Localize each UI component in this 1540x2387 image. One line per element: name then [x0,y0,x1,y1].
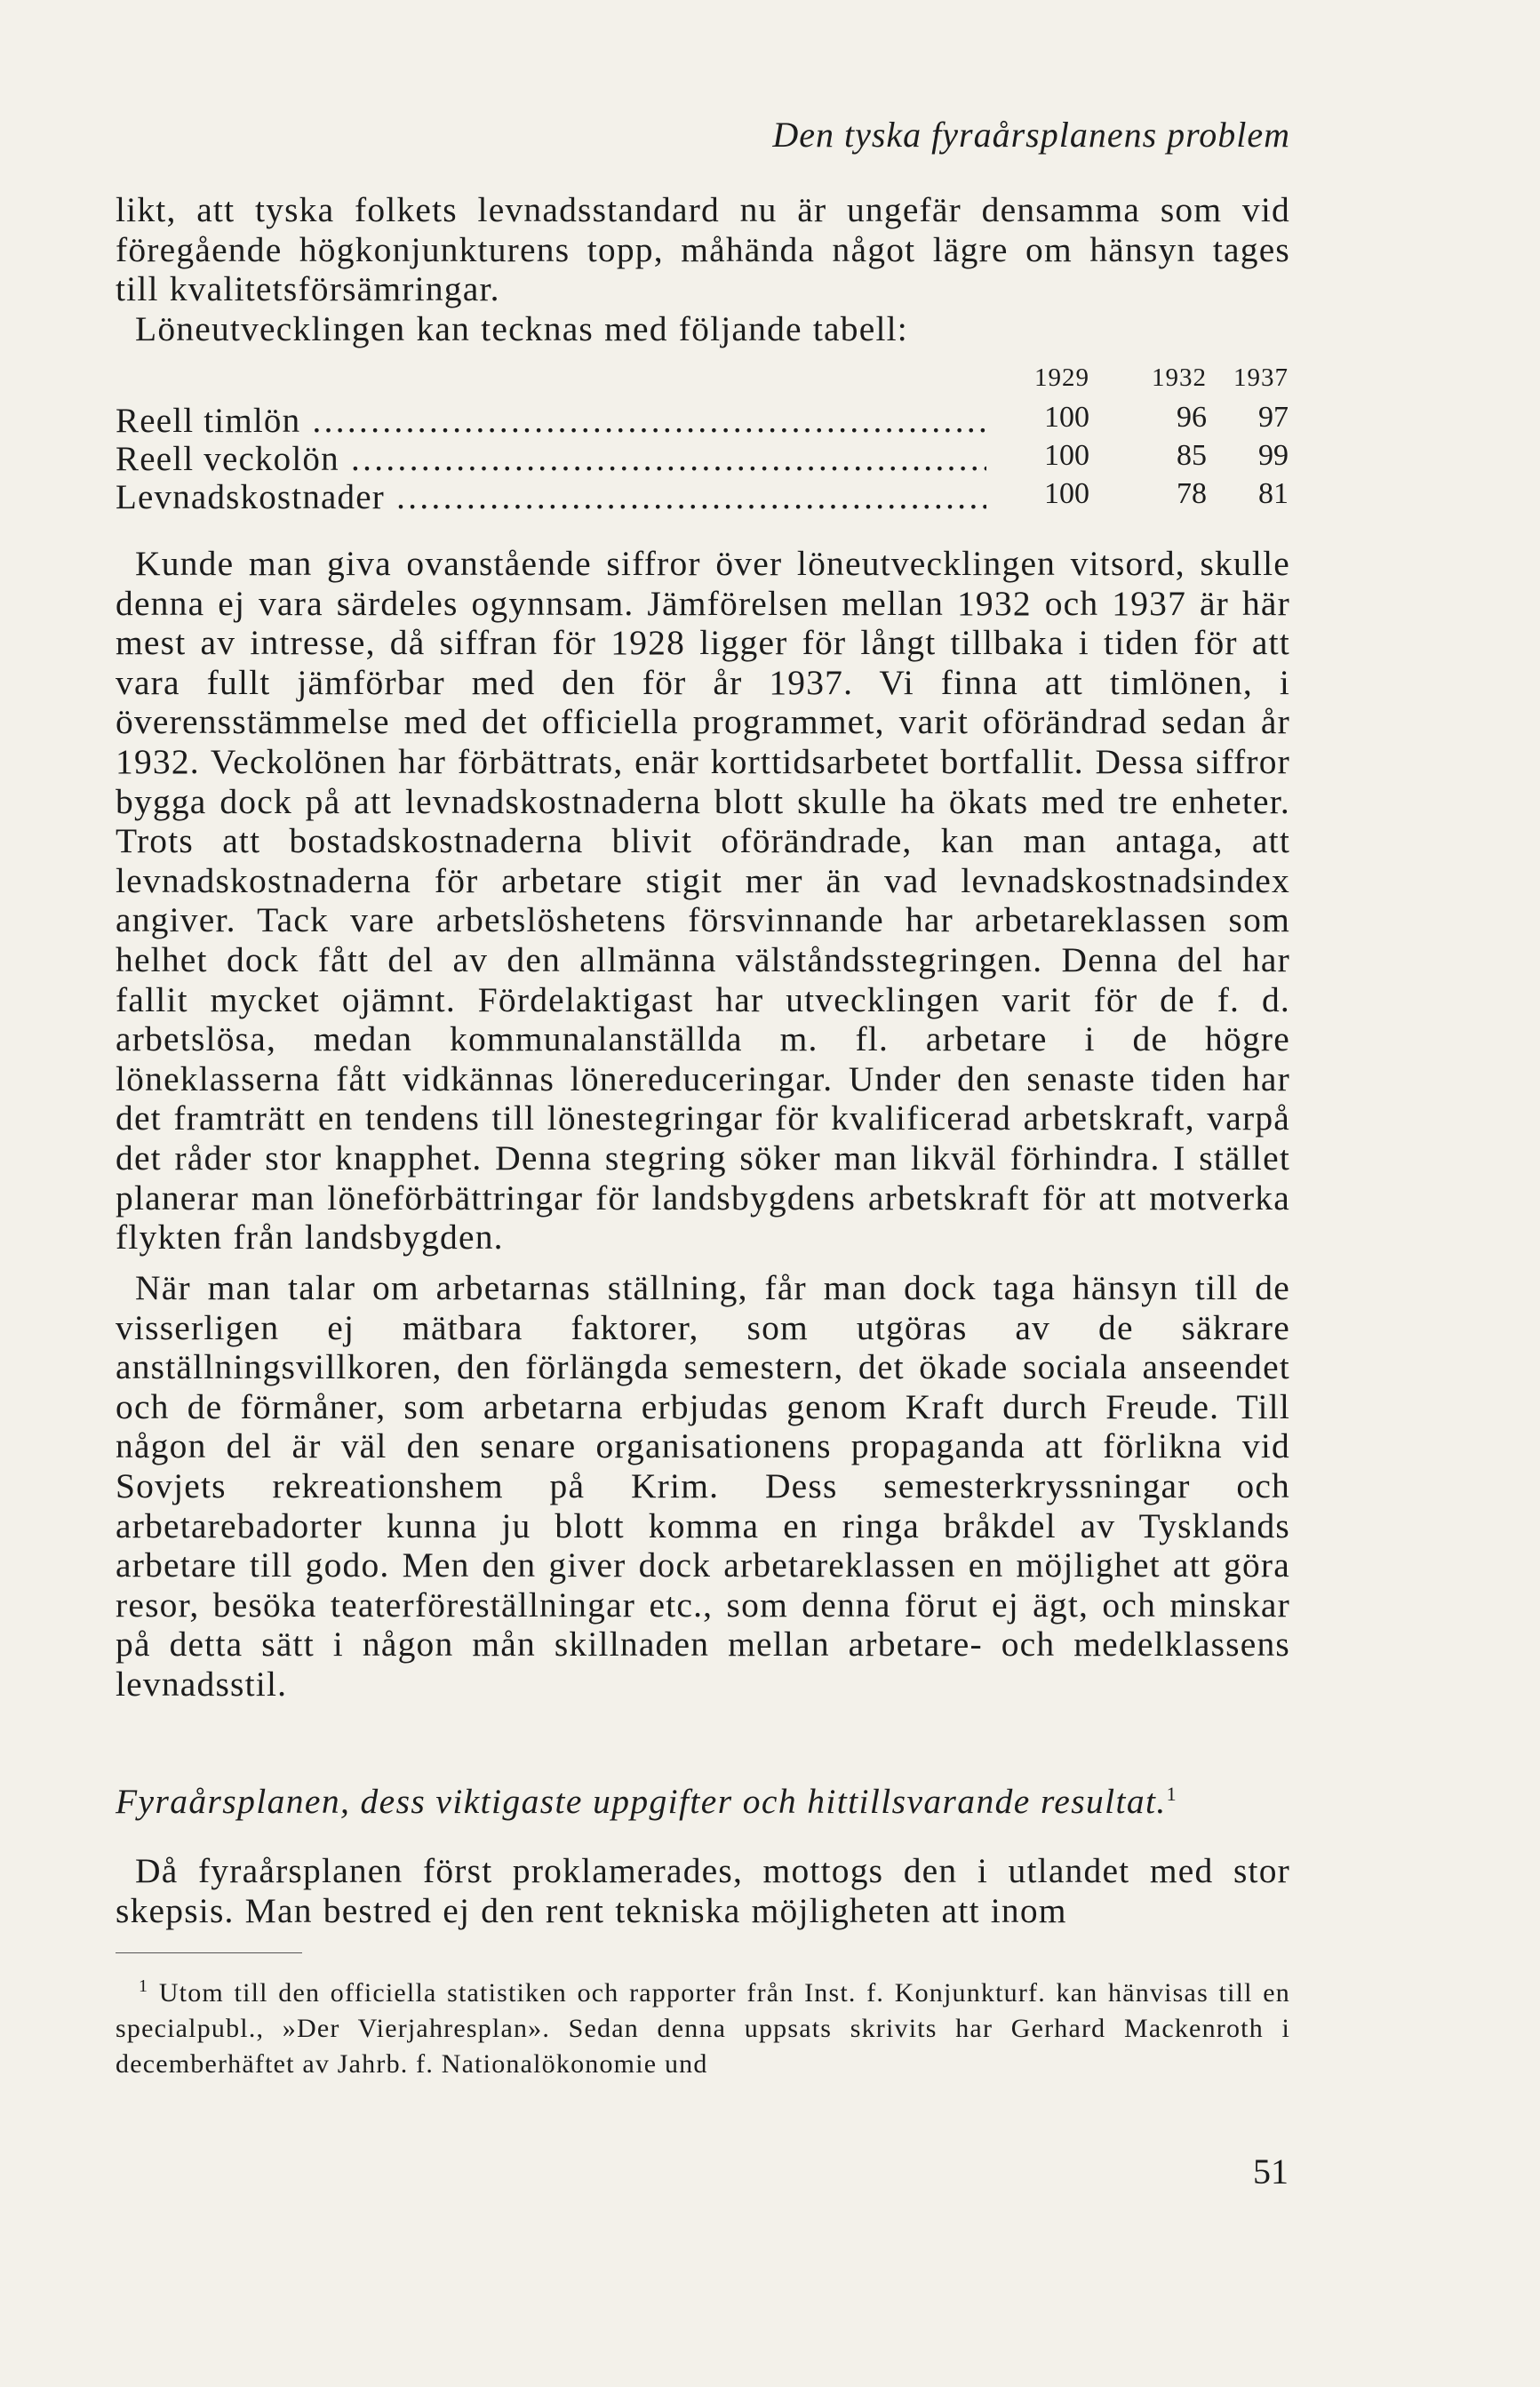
cell-veckolon-1932: 85 [1177,439,1207,472]
cell-timlon-1932: 96 [1177,401,1207,434]
footnote-marker: 1 [139,1976,149,1996]
cell-levnadskostnader-1929: 100 [1044,477,1089,510]
footnote-text: Utom till den officiella statistiken och rapporter från Inst. f. Konjunkturf. kan hänvisas till en specialpubl., »Der Vierjahresplan». Sedan denna uppsats skrivits har Gerhard Mackenroth i decemberhäftet av Jahrb. f. Nationalökonomie und [116,1978,1290,2079]
row-label-reell-veckolon: Reell veckolön ..... [116,439,986,479]
paragraph-levnadsstandard: likt, att tyska folkets levnadsstandard nu är ungefär densamma som vid föregående högkonjunkturens topp, måhända något lägre om hänsyn tages till kvalitetsförsämringar. [116,190,1290,309]
section-heading-footnote-marker: 1 [1166,1782,1178,1805]
cell-veckolon-1937: 99 [1258,439,1289,472]
table-row-reell-veckolon [116,439,1290,477]
column-header-1932: 1932 [1152,363,1207,392]
paragraph-arbetarnas-stallning: När man talar om arbetarnas ställning, får man dock taga hänsyn till de visserligen ej mätbara faktorer, som utgöras av de säkrare anställningsvillkoren, den förlängda semestern, det ökade sociala anseendet och de förmåner, som arbetarna erbjudas genom Kraft durch Freude. Till någon del är väl den senare organisationens propaganda att förlikna vid Sovjets rekreationshem på Krim. Dess semesterkryssningar och arbetarebadorter kunna ju blott komma en ringa bråkdel av Tysklands arbetare till godo. Men den giver dock arbetareklassen en möjlighet att göra resor, besöka teaterföreställningar etc., som denna förut ej ägt, och minskar på detta sätt i någon mån skillnaden mellan arbetare- och medelklassens levnadsstil. [116,1268,1290,1704]
page-number: 51 [1253,2151,1289,2191]
column-header-1929: 1929 [1034,363,1089,392]
section-heading [116,1781,1290,1822]
table-row-levnadskostnader [116,477,1290,515]
paragraph-fyraarsplanen: Då fyraårsplanen först proklamerades, mottogs den i utlandet med stor skepsis. Man bestred ej den rent tekniska möjligheten att inom [116,1851,1290,1930]
table-row-reell-timlon [116,401,1290,439]
cell-levnadskostnader-1932: 78 [1177,477,1207,510]
footnote [116,1968,1290,2082]
cell-timlon-1929: 100 [1044,401,1089,434]
cell-timlon-1937: 97 [1258,401,1289,434]
row-label-reell-timlon: Reell timlön ..... [116,401,986,441]
paragraph-loneutveckling: Kunde man giva ovanstående siffror över löneutvecklingen vitsord, skulle denna ej vara särdeles ogynnsam. Jämförelsen mellan 1932 och 1937 är här mest av intresse, då siffran för 1928 ligger för långt tillbaka i tiden för att vara fullt jämförbar med den för år 1937. Vi finna att timlönen, i överensstämmelse med det officiella programmet, varit oförändrad sedan år 1932. Veckolönen har förbättrats, enär korttidsarbetet bortfallit. Dessa siffror bygga dock på att levnadskostnaderna blott skulle ha ökats med tre enheter. Trots att bostadskostnaderna blivit oförändrade, kan man antaga, att levnadskostnaderna för arbetare stigit mer än vad levnadskostnadsindex angiver. Tack vare arbetslöshetens försvinnande har arbetareklassen som helhet dock fått del av den allmänna välståndsstegringen. Denna del har fallit mycket ojämnt. Fördelaktigast har utvecklingen varit för de f. d. arbetslösa, medan kommunalanställda m. fl. arbetare i de högre löneklasserna fått vidkännas lönereduceringar. Under den senaste tiden har det framträtt en tendens till lönestegringar för kvalificerad arbetskraft, varpå det råder stor knapphet. Denna stegring söker man likväl förhindra. I stället planerar man löneförbättringar för landsbygdens arbetskraft för att motverka flykten från landsbygden. [116,544,1290,1257]
running-head: Den tyska fyraårsplanens problem [772,115,1290,155]
cell-levnadskostnader-1937: 81 [1258,477,1289,510]
section-heading-text: Fyraårsplanen, dess viktigaste uppgifter och hittillsvarande resultat. [116,1782,1167,1821]
wage-table [116,351,1290,515]
table-header-row [116,351,1290,401]
column-header-1937: 1937 [1233,363,1289,392]
row-label-levnadskostnader: Levnadskostnader ..... [116,477,986,517]
paragraph-table-intro: Löneutvecklingen kan tecknas med följande tabell: [135,309,908,348]
footnote-divider [116,1952,302,1953]
cell-veckolon-1929: 100 [1044,439,1089,472]
